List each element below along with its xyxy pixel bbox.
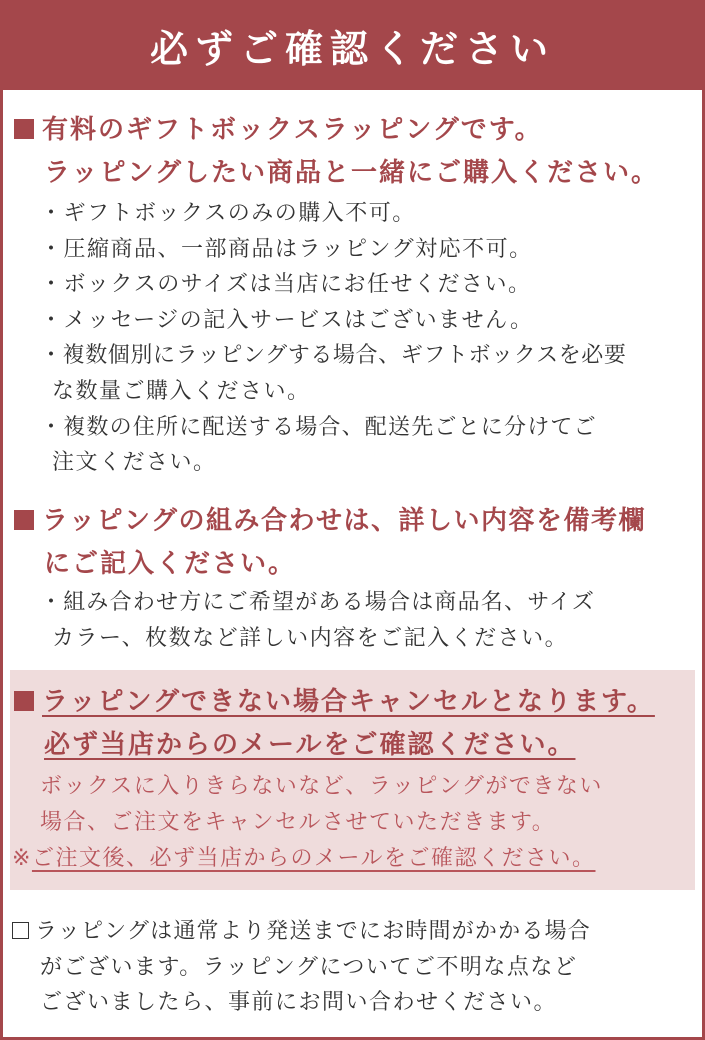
section1-bullet-continued: 注文ください。 bbox=[52, 450, 217, 475]
section3-note: ※ご注文後、必ず当店からのメールをご確認ください。 bbox=[12, 846, 596, 871]
section1-heading-line1: 有料のギフトボックスラッピングです。 bbox=[14, 117, 543, 143]
section2-heading-line1: ラッピングの組み合わせは、詳しい内容を備考欄 bbox=[14, 508, 646, 534]
notice-header bbox=[0, 0, 705, 90]
checkbox-square-icon bbox=[12, 922, 29, 939]
reference-mark: ※ bbox=[12, 846, 32, 871]
square-bullet-icon bbox=[14, 510, 34, 530]
square-bullet-icon bbox=[14, 691, 34, 711]
section3-heading-line2: 必ず当店からのメールをご確認ください。 bbox=[44, 730, 576, 760]
section3-body-line2: 場合、ご注文をキャンセルさせていただきます。 bbox=[40, 810, 556, 835]
section4-line3: ございましたら、事前にお問い合わせください。 bbox=[40, 990, 558, 1015]
section1-bullet: ・複数の住所に配送する場合、配送先ごとに分けてご bbox=[40, 415, 597, 440]
notice-title: 必ずご確認ください bbox=[149, 26, 555, 71]
section4-line1: ラッピングは通常より発送までにお時間がかかる場合 bbox=[12, 921, 591, 943]
square-bullet-icon bbox=[14, 119, 34, 139]
section3-heading-line1: ラッピングできない場合キャンセルとなります。 bbox=[14, 689, 655, 715]
section1-bullet: ・ボックスのサイズは当店にお任せください。 bbox=[40, 272, 532, 297]
section1-bullet-continued: な数量ご購入ください。 bbox=[52, 379, 311, 404]
section2-heading-line2: にご記入ください。 bbox=[44, 549, 297, 579]
section1-heading-line2: ラッピングしたい商品と一緒にご購入ください。 bbox=[44, 158, 659, 188]
section4-line2: がございます。ラッピングについてご不明な点など bbox=[40, 955, 578, 980]
section1-bullet: ・メッセージの記入サービスはございません。 bbox=[40, 308, 534, 333]
section1-bullet: ・複数個別にラッピングする場合、ギフトボックスを必要 bbox=[40, 343, 627, 368]
section2-bullet-continued: カラー、枚数など詳しい内容をご記入ください。 bbox=[52, 626, 569, 651]
section1-bullet: ・圧縮商品、一部商品はラッピング対応不可。 bbox=[40, 237, 533, 262]
section2-bullet: ・組み合わせ方にご希望がある場合は商品名、サイズ bbox=[40, 590, 596, 615]
section3-body-line1: ボックスに入りきらないなど、ラッピングができない bbox=[40, 774, 603, 799]
section1-bullet: ・ギフトボックスのみの購入不可。 bbox=[40, 201, 416, 226]
